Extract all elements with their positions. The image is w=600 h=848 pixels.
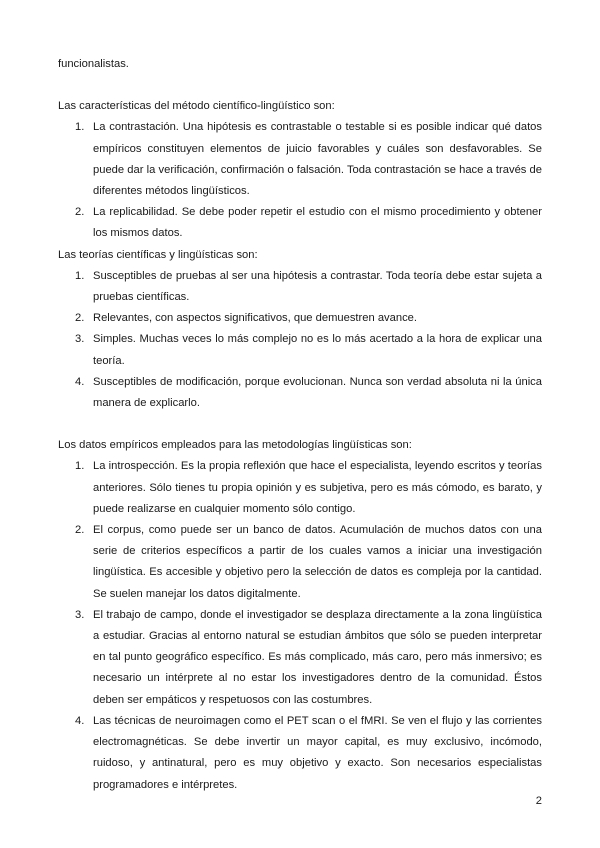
list-item-text: El corpus, como puede ser un banco de datos. Acumulación de muchos datos con una serie de criterios específicos a partir de los cuales vamos a iniciar una investigación lingüística. Es accesible y objetivo pero la selección de datos es compleja por la cantidad. Se suelen manejar los datos digitalmente. <box>93 524 542 600</box>
section1-list <box>58 117 542 244</box>
paragraph-gap <box>58 414 542 435</box>
page-number: 2 <box>535 795 542 807</box>
list-item <box>58 372 542 414</box>
list-number: 4. <box>75 714 85 727</box>
list-item <box>58 711 542 796</box>
page-content <box>58 54 542 796</box>
section2-list <box>58 266 542 414</box>
intro-fragment: funcionalistas. <box>58 58 129 70</box>
list-item <box>58 202 542 244</box>
section3-heading: Los datos empíricos empleados para las metodologías lingüísticas son: <box>58 439 412 452</box>
list-number: 2. <box>75 206 85 219</box>
list-number: 1. <box>75 460 85 473</box>
section2-heading: Las teorías científicas y lingüísticas son: <box>58 248 258 261</box>
list-item <box>58 605 542 711</box>
list-item <box>58 308 542 329</box>
list-item-text: La contrastación. Una hipótesis es contrastable o testable si es posible indicar qué datos empíricos constituyen elementos de juicio favorables y cuáles son desfavorables. Se puede dar la verificación, confirmación o falsación. Toda contrastación se hace a través de diferentes métodos lingüísticos. <box>93 121 542 198</box>
list-number: 4. <box>75 375 85 388</box>
list-number: 3. <box>75 608 85 621</box>
list-item-text: El trabajo de campo, donde el investigador se desplaza directamente a la zona lingüística a estudiar. Gracias al entorno natural se estudian ámbitos que sólo se pueden interpretar en tal punto geográfico específico. Es más complicado, más caro, pero más inmersivo; es necesario un intérprete al no estar los investigadores dentro de la comunidad. Éstos deben ser empáticos y respetuosos con las costumbres. <box>93 608 542 706</box>
list-item-text: Simples. Muchas veces lo más complejo no es lo más acertado a la hora de explicar una teoría. <box>93 333 542 367</box>
list-item <box>58 117 542 202</box>
list-number: 1. <box>75 121 85 134</box>
section3-list <box>58 456 542 795</box>
list-number: 2. <box>75 312 85 325</box>
list-item-text: Susceptibles de modificación, porque evolucionan. Nunca son verdad absoluta ni la única manera de explicarlo. <box>93 375 542 410</box>
list-number: 1. <box>75 269 85 282</box>
section1-heading: Las características del método científico-lingüístico son: <box>58 100 335 113</box>
list-number: 2. <box>75 524 85 537</box>
list-item <box>58 520 542 605</box>
list-item-text: Las técnicas de neuroimagen como el PET scan o el fMRI. Se ven el flujo y las corrientes electromagnéticas. Se debe invertir un mayor capital, es muy exclusivo, incómodo, ruidoso, y antinatural, pero es muy objetivo y exacto. Son necesarios especialistas programadores e intérpretes. <box>93 714 542 791</box>
list-item-text: Susceptibles de pruebas al ser una hipótesis a contrastar. Toda teoría debe estar sujeta a pruebas científicas. <box>93 269 542 304</box>
list-item-text: La introspección. Es la propia reflexión que hace el especialista, leyendo escritos y teorías anteriores. Sólo tienes tu propia opinión y es subjetiva, pero es más cómodo, es barato, y puede realizarse en cualquier momento sólo contigo. <box>93 460 542 515</box>
list-item <box>58 456 542 520</box>
list-item <box>58 329 542 371</box>
list-item-text: La replicabilidad. Se debe poder repetir el estudio con el mismo procedimiento y obtener los mismos datos. <box>93 206 542 240</box>
paragraph-gap <box>58 75 542 96</box>
list-number: 3. <box>75 333 85 346</box>
list-item-text: Relevantes, con aspectos significativos, que demuestren avance. <box>93 312 418 325</box>
list-item <box>58 266 542 308</box>
